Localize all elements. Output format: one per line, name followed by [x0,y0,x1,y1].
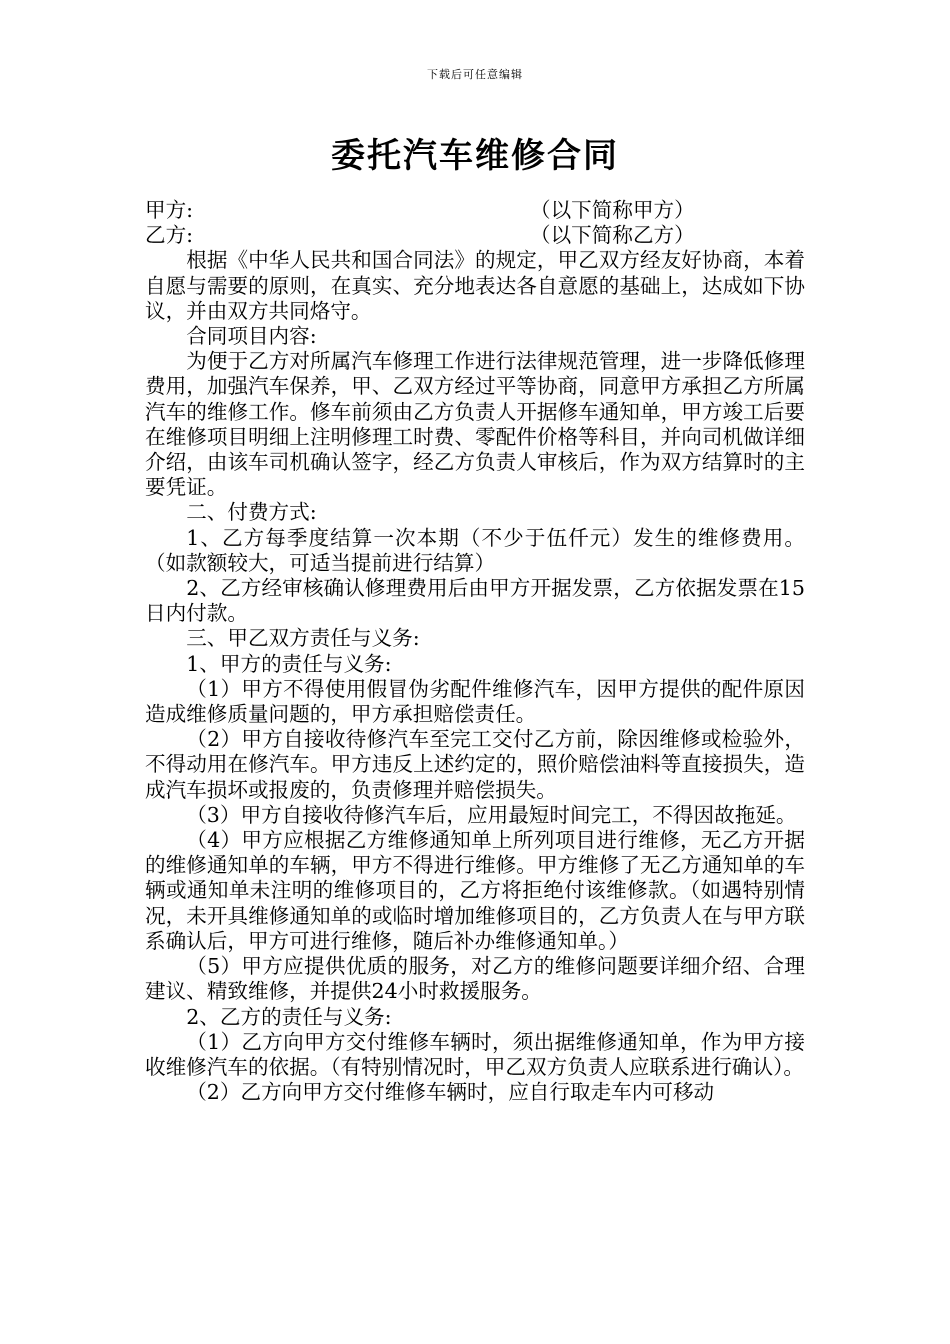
paragraph-a-duty-2: （2）甲方自接收待修汽车至完工交付乙方前，除因维修或检验外，不得动用在修汽车。甲方违反上述约定的，照价赔偿油料等直接损失，造成汽车损坏或报废的，负责修理并赔偿损失。 [145,727,805,802]
header-note: 下载后可任意编辑 [427,68,523,81]
page-title: 委托汽车维修合同 [331,136,619,176]
section-heading-items: 合同项目内容: [186,324,317,349]
section-heading-duties: 三、甲乙双方责任与义务: [186,626,420,651]
contract-body [145,198,805,1105]
party-a-label: 甲方: [145,198,194,222]
paragraph-preamble: 根据《中华人民共和国合同法》的规定，甲乙双方经友好协商，本着自愿与需要的原则，在真实、充分地表达各自意愿的基础上，达成如下协议，并由双方共同烙守。 [145,248,805,323]
paragraph-payment-2: 2、乙方经审核确认修理费用后由甲方开据发票，乙方依据发票在15日内付款。 [145,576,805,626]
subheading-party-b-duties: 2、乙方的责任与义务: [186,1004,392,1029]
paragraph-items: 为便于乙方对所属汽车修理工作进行法律规范管理，进一步降低修理费用，加强汽车保养，甲、乙双方经过平等协商，同意甲方承担乙方所属汽车的维修工作。修车前须由乙方负责人开据修车通知单，甲方竣工后要在维修项目明细上注明修理工时费、零配件价格等科目，并向司机做详细介绍，由该车司机确认签字，经乙方负责人审核后，作为双方结算时的主要凭证。 [145,349,805,500]
paragraph-a-duty-3: （3）甲方自接收待修汽车后，应用最短时间完工，不得因故拖延。 [186,802,797,827]
subheading-party-a-duties: 1、甲方的责任与义务: [186,651,392,676]
party-row-b [145,223,805,248]
section-heading-payment: 二、付费方式: [186,500,317,525]
paragraph-a-duty-5: （5）甲方应提供优质的服务，对乙方的维修问题要详细介绍、合理建议、精致维修，并提供24小时救援服务。 [145,954,805,1004]
party-row-a [145,198,805,223]
paragraph-b-duty-1: （1）乙方向甲方交付维修车辆时，须出据维修通知单，作为甲方接收维修汽车的依据。（有特别情况时，甲乙双方负责人应联系进行确认）。 [145,1029,805,1079]
party-b-note: （以下简称乙方） [530,223,695,248]
party-b-label: 乙方: [145,223,194,248]
paragraph-payment-1: 1、乙方每季度结算一次本期（不少于伍仟元）发生的维修费用。（如款额较大，可适当提前进行结算） [145,525,805,575]
party-a-note: （以下简称甲方） [530,198,695,222]
paragraph-a-duty-4: （4）甲方应根据乙方维修通知单上所列项目进行维修，无乙方开据的维修通知单的车辆，甲方不得进行维修。甲方维修了无乙方通知单的车辆或通知单未注明的维修项目的，乙方将拒绝付该维修款。（如遇特别情况，未开具维修通知单的或临时增加维修项目的，乙方负责人在与甲方联系确认后，甲方可进行维修，随后补办维修通知单。） [145,828,805,953]
paragraph-b-duty-2: （2）乙方向甲方交付维修车辆时，应自行取走车内可移动 [186,1080,715,1105]
paragraph-a-duty-1: （1）甲方不得使用假冒伪劣配件维修汽车，因甲方提供的配件原因造成维修质量问题的，甲方承担赔偿责任。 [145,676,805,727]
